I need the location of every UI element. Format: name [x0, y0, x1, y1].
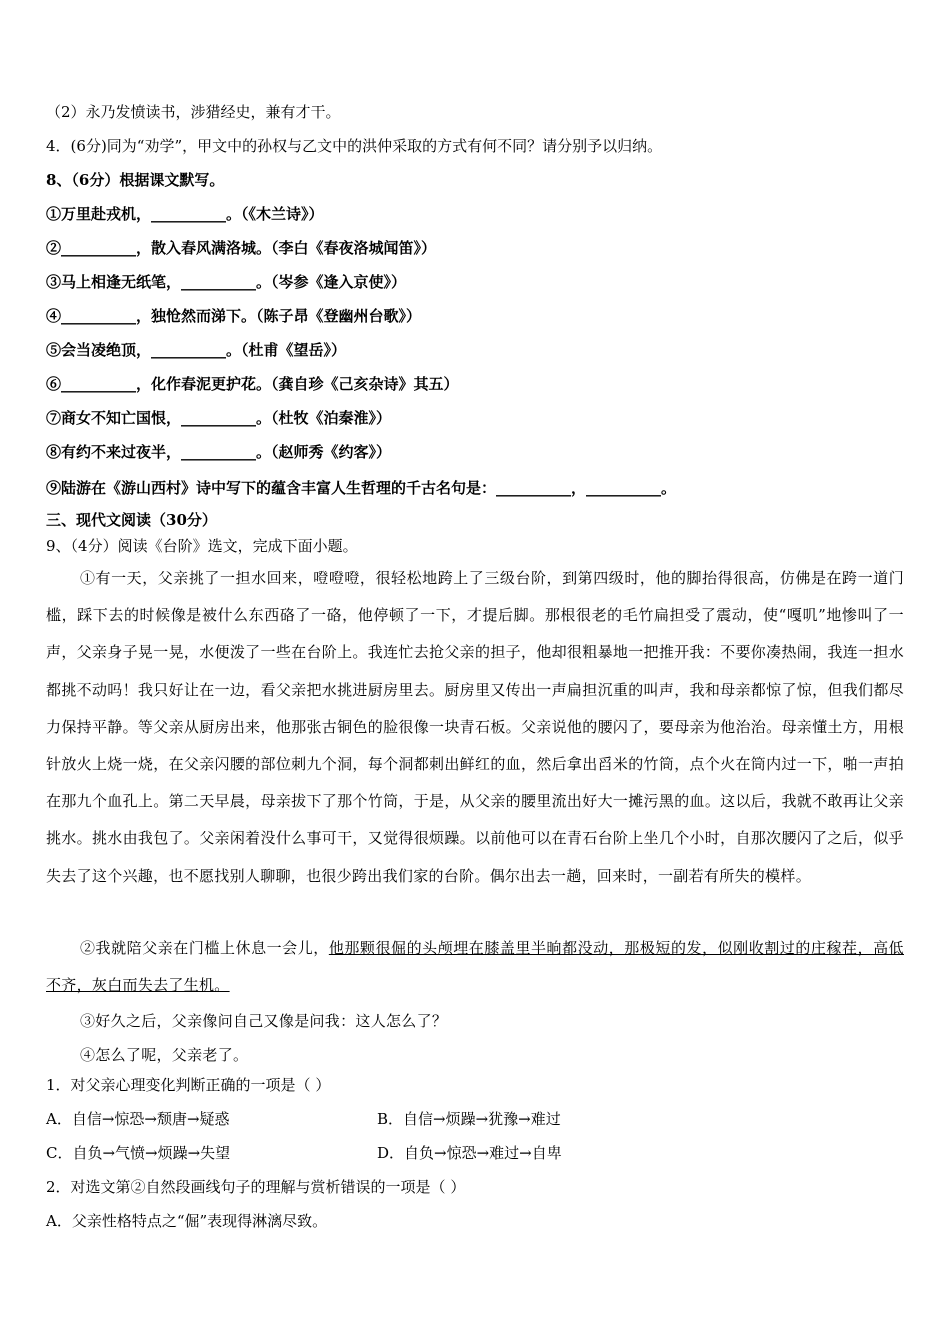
section-3-heading: 三、现代文阅读（30分） [46, 511, 217, 529]
underlined-sentence: 他那颗很倔的头颅埋在膝盖里半晌都没动，那极短的发，似刚收割过的庄稼茬，高低不齐，灰白而失去了生机。 [46, 939, 904, 995]
question-4: 4．(6分)同为“劝学”，甲文中的孙权与乙文中的洪仲采取的方式有何不同？请分别予以归纳。 [46, 137, 663, 155]
sub-question-1: 1．对父亲心理变化判断正确的一项是（ ） [46, 1076, 331, 1094]
passage-paragraph-2 [46, 930, 904, 1004]
q1-option-b: B．自信→烦躁→犹豫→难过 [377, 1110, 561, 1128]
question-8-heading: 8、（6分）根据课文默写。 [46, 171, 225, 189]
sub-question-2: 2．对选文第②自然段画线句子的理解与赏析错误的一项是（ ） [46, 1178, 466, 1196]
q1-option-c: C．自负→气愤→烦躁→失望 [46, 1144, 231, 1162]
dictation-item-4: ④__________，独怆然而涕下。（陈子昂《登幽州台歌》） [46, 307, 422, 325]
passage-paragraph-2-lead: ②我就陪父亲在门槛上休息一会儿， [80, 939, 329, 957]
dictation-item-9: ⑨陆游在《游山西村》诗中写下的蕴含丰富人生哲理的千古名句是：__________，__________。 [46, 479, 677, 497]
dictation-item-2: ②__________，散入春风满洛城。（李白《春夜洛城闻笛》） [46, 239, 437, 257]
dictation-item-5: ⑤会当凌绝顶，__________。（杜甫《望岳》） [46, 341, 347, 359]
passage-paragraph-4: ④怎么了呢，父亲老了。 [80, 1046, 249, 1064]
passage-paragraph-1: ①有一天，父亲挑了一担水回来，噔噔噔，很轻松地跨上了三级台阶，到第四级时，他的脚抬得很高，仿佛是在跨一道门槛，踩下去的时候像是被什么东西硌了一硌，他停顿了一下，才提后脚。那根很老的毛竹扁担受了震动，使“嘎叽”地惨叫了一声，父亲身子晃一晃，水便泼了一些在台阶上。我连忙去抢父亲的担子，他却很粗暴地一把推开我：不要你凑热闹，我连一担水都挑不动吗！我只好让在一边，看父亲把水挑进厨房里去。厨房里又传出一声扁担沉重的叫声，我和母亲都惊了惊，但我们都尽力保持平静。等父亲从厨房出来，他那张古铜色的脸很像一块青石板。父亲说他的腰闪了，要母亲为他治治。母亲懂土方，用根针放火上烧一烧，在父亲闪腰的部位刺九个洞，每个洞都刺出鲜红的血，然后拿出舀米的竹筒，点个火在筒内过一下，啪一声拍在那九个血孔上。第二天早晨，母亲拔下了那个竹筒，于是，从父亲的腰里流出好大一摊污黑的血。这以后，我就不敢再让父亲挑水。挑水由我包了。父亲闲着没什么事可干，又觉得很烦躁。以前他可以在青石台阶上坐几个小时，自那次腰闪了之后，似乎失去了这个兴趣，也不愿找别人聊聊，也很少跨出我们家的台阶。偶尔出去一趟，回来时，一副若有所失的模样。 [46, 569, 904, 885]
dictation-item-3: ③马上相逢无纸笔，__________。（岑参《逢入京使》） [46, 273, 407, 291]
q2-option-a: A．父亲性格特点之“倔”表现得淋漓尽致。 [46, 1212, 328, 1230]
previous-answer-line: （2）永乃发愤读书，涉猎经史，兼有才干。 [46, 103, 341, 121]
q1-option-d: D．自负→惊恐→难过→自卑 [377, 1144, 562, 1162]
question-9-heading: 9、（4分）阅读《台阶》选文，完成下面小题。 [46, 537, 358, 555]
dictation-item-1: ①万里赴戎机，__________。（《木兰诗》） [46, 205, 324, 223]
q1-option-a: A．自信→惊恐→颓唐→疑惑 [46, 1110, 230, 1128]
dictation-item-8: ⑧有约不来过夜半，__________。（赵师秀《约客》） [46, 443, 392, 461]
dictation-item-7: ⑦商女不知亡国恨，__________。（杜牧《泊秦淮》） [46, 409, 392, 427]
passage-paragraph-3: ③好久之后，父亲像问自己又像是问我：这人怎么了？ [80, 1012, 448, 1030]
dictation-item-6: ⑥__________，化作春泥更护花。（龚自珍《己亥杂诗》其五） [46, 375, 459, 393]
